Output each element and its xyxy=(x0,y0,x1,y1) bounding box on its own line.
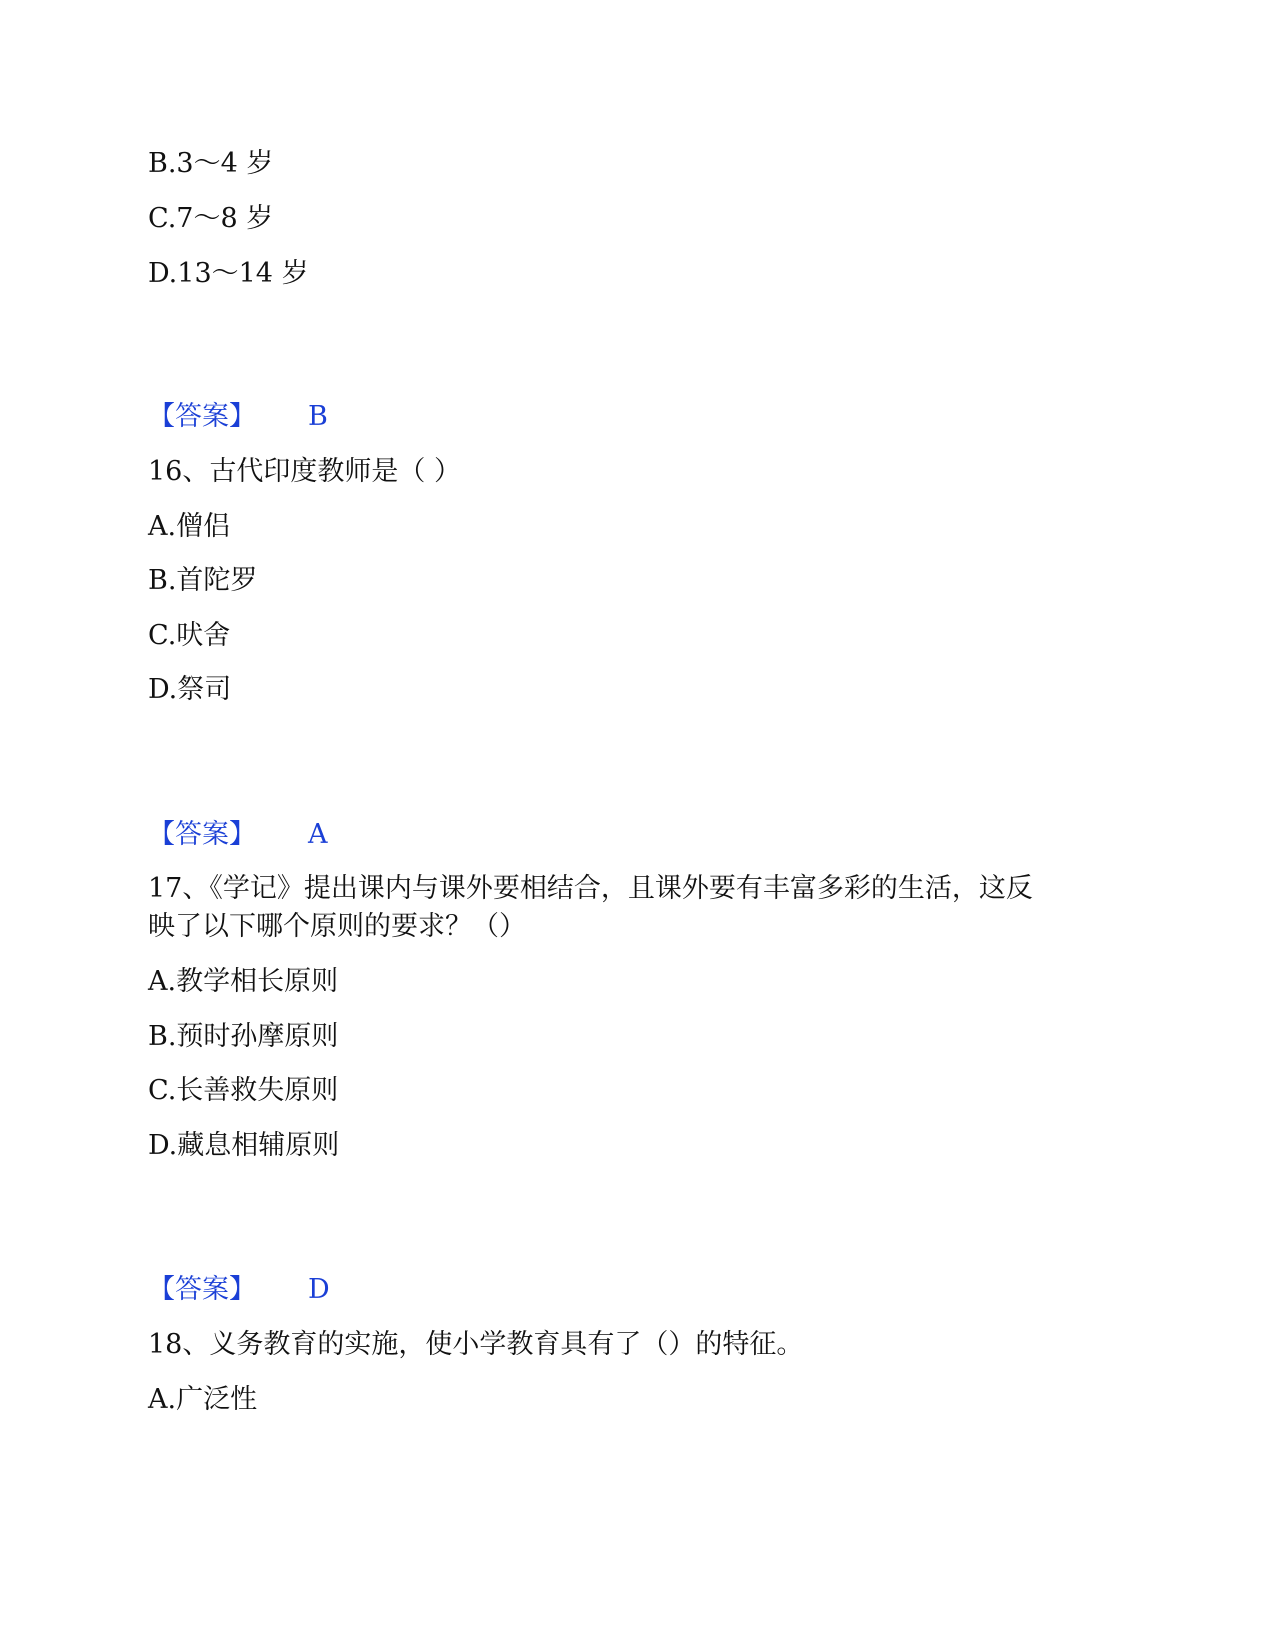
option-17-b: B.预时孙摩原则 xyxy=(148,1021,339,1052)
answer-label: 【答案】 xyxy=(148,1274,256,1305)
option-16-c: C.吠舍 xyxy=(148,620,231,651)
question-16-text: 16、古代印度教师是（ ） xyxy=(148,456,461,487)
question-17-text-line-1: 17、《学记》提出课内与课外要相结合，且课外要有丰富多彩的生活，这反 xyxy=(148,873,1033,904)
question-18-text: 18、义务教育的实施，使小学教育具有了（）的特征。 xyxy=(148,1329,804,1360)
answer-value: D xyxy=(308,1274,330,1305)
answer-16 xyxy=(148,818,548,852)
answer-label: 【答案】 xyxy=(148,819,256,850)
question-17-text-line-2: 映了以下哪个原则的要求？（） xyxy=(148,911,526,942)
answer-15 xyxy=(148,400,548,434)
option-15-c: C.7～8 岁 xyxy=(148,203,274,234)
answer-value: A xyxy=(308,819,328,850)
option-16-b: B.首陀罗 xyxy=(148,565,258,596)
option-16-a: A.僧侣 xyxy=(148,511,231,542)
option-16-d: D.祭司 xyxy=(148,674,232,705)
answer-17 xyxy=(148,1273,548,1307)
answer-value: B xyxy=(308,401,328,432)
option-15-d: D.13～14 岁 xyxy=(148,258,309,289)
answer-label: 【答案】 xyxy=(148,401,256,432)
option-15-b: B.3～4 岁 xyxy=(148,148,274,179)
option-17-c: C.长善救失原则 xyxy=(148,1075,339,1106)
option-17-d: D.藏息相辅原则 xyxy=(148,1130,340,1161)
option-18-a: A.广泛性 xyxy=(148,1384,258,1415)
option-17-a: A.教学相长原则 xyxy=(148,966,339,997)
